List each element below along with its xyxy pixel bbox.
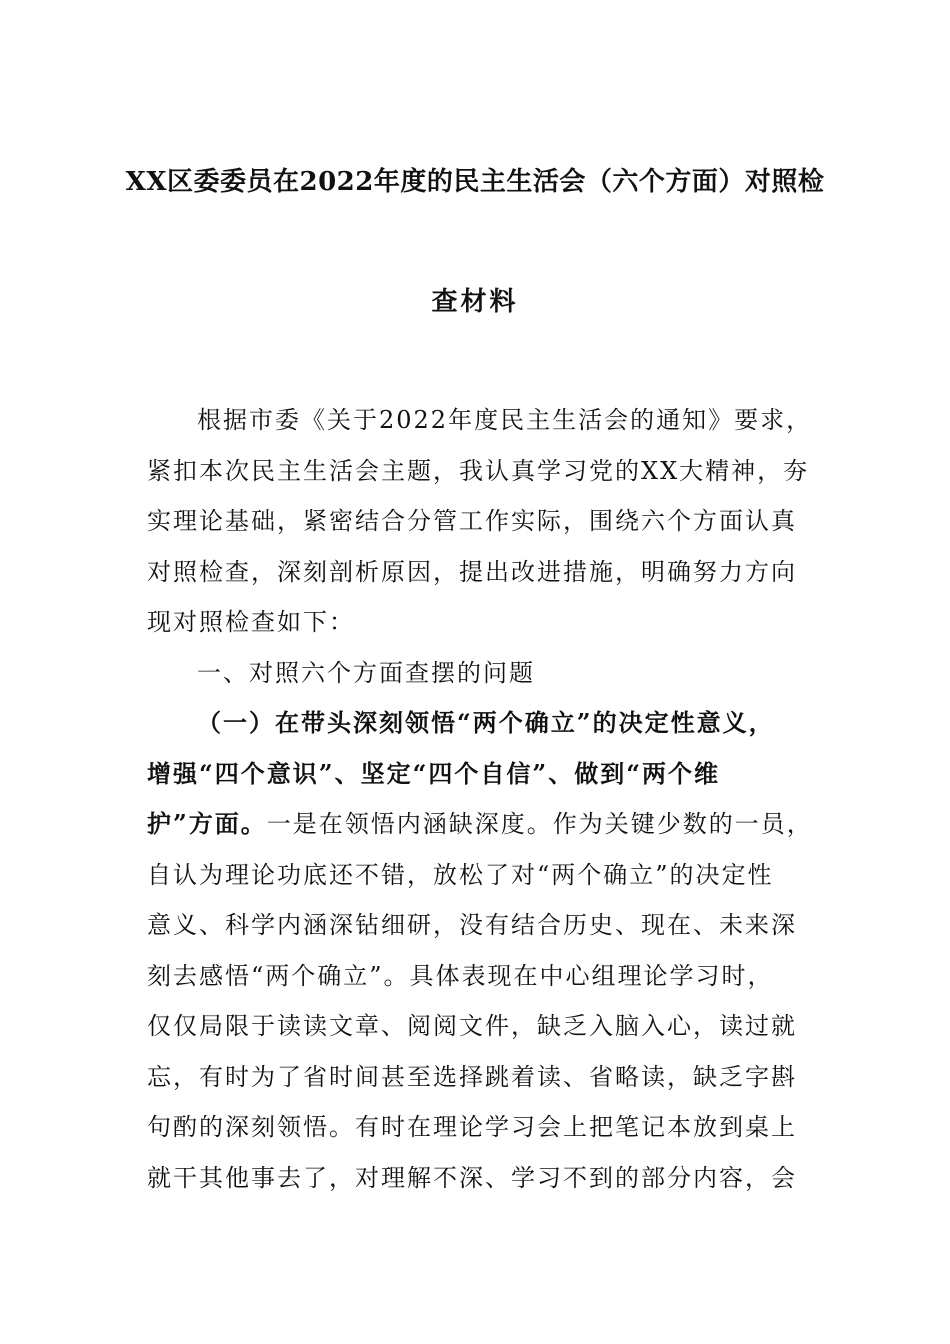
body-line-2: 紧扣本次民主生活会主题，我认真学习党的XX大精神，夯 (147, 456, 810, 485)
subsection-heading-line-2: 增强“四个意识”、坚定“四个自信”、做到“两个维 (147, 758, 721, 788)
body-line-16: 就干其他事去了，对理解不深、学习不到的部分内容，会 (147, 1163, 797, 1192)
body-line-13: 仅仅局限于读读文章、阅阅文件，缺乏入脑入心，读过就 (147, 1012, 797, 1040)
body-line-mixed (147, 799, 827, 850)
subsection-heading-line-3: 护”方面。 (147, 809, 267, 838)
body-line-1: 根据市委《关于2022年度民主生活会的通知》要求， (197, 406, 813, 434)
body-line-15: 句酌的深刻领悟。有时在理论学习会上把笔记本放到桌上 (147, 1113, 797, 1141)
section-heading: 一、对照六个方面查摆的问题 (197, 658, 535, 687)
body-line-4: 对照检查，深刻剖析原因，提出改进措施，明确努力方向 (147, 557, 797, 586)
body-line-9: 一是在领悟内涵缺深度。作为关键少数的一员， (266, 810, 813, 838)
document-title-line-2: 查材料 (431, 287, 519, 317)
body-line-11: 意义、科学内涵深钻细研，没有结合历史、现在、未来深 (147, 911, 797, 939)
body-line-3: 实理论基础，紧密结合分管工作实际，围绕六个方面认真 (147, 507, 797, 535)
subsection-heading-line-1: （一）在带头深刻领悟“两个确立”的决定性意义， (197, 708, 775, 737)
body-line-14: 忘，有时为了省时间甚至选择跳着读、省略读，缺乏字斟 (147, 1062, 797, 1091)
body-line-10: 自认为理论功底还不错，放松了对“两个确立”的决定性 (147, 860, 774, 889)
body-line-12: 刻去感悟“两个确立”。具体表现在中心组理论学习时， (147, 961, 774, 990)
body-line-5: 现对照检查如下： (147, 608, 355, 636)
document-title-line-1: XX区委委员在2022年度的民主生活会（六个方面）对照检 (125, 167, 825, 197)
document-body (147, 395, 827, 1203)
